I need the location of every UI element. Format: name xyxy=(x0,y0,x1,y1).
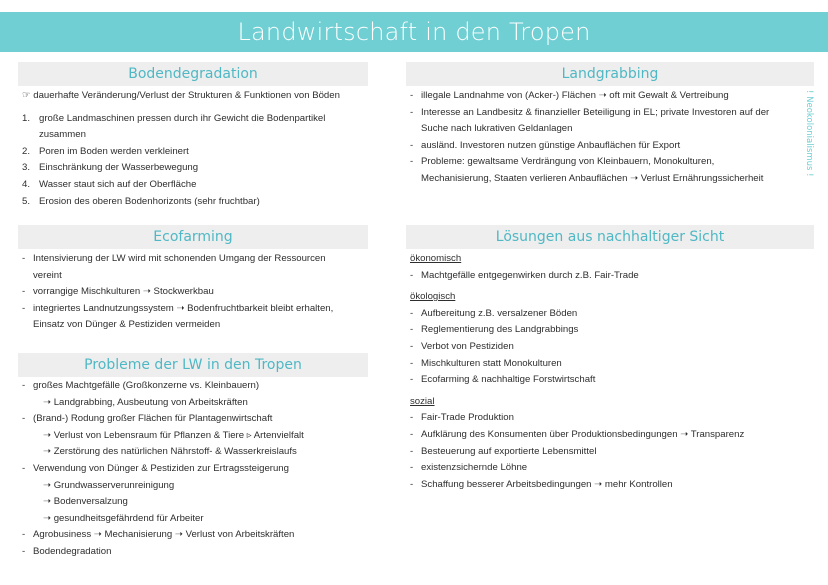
list-item: - (Brand-) Rodung großer Flächen für Plantagenwirtschaft xyxy=(22,413,273,425)
list-item: - integriertes Landnutzungssystem ➝ Bodenfruchtbarkeit bleibt erhalten, xyxy=(22,302,334,314)
list-item: - Ecofarming & nachhaltige Forstwirtschaft xyxy=(410,374,596,386)
list-item: - Probleme: gewaltsame Verdrängung von Kleinbauern, Monokulturen, xyxy=(410,156,715,168)
list-item: - Schaffung besserer Arbeitsbedingungen ➝ mehr Kontrollen xyxy=(410,478,673,490)
list-item: 1. große Landmaschinen pressen durch ihr Gewicht die Bodenpartikel xyxy=(22,112,326,124)
group-label-sozial: sozial xyxy=(410,395,435,407)
sub-item: ➝ gesundheitsgefährdend für Arbeiter xyxy=(43,512,204,524)
group-label-oekologisch: ökologisch xyxy=(410,291,456,303)
list-item: 3. Einschränkung der Wasserbewegung xyxy=(22,162,199,174)
list-item: 5. Erosion des oberen Bodenhorizonts (sehr fruchtbar) xyxy=(22,195,260,207)
group-label-oekonomisch: ökonomisch xyxy=(410,253,462,264)
list-item: - Reglementierung des Landgrabbings xyxy=(410,324,579,336)
list-item: - Fair-Trade Produktion xyxy=(410,412,514,424)
section-head-landgrabbing xyxy=(406,62,814,86)
list-item: - Aufklärung des Konsumenten über Produktionsbedingungen ➝ Transparenz xyxy=(410,428,745,440)
sub-item: ➝ Zerstörung des natürlichen Nährstoff- & Wasserkreislaufs xyxy=(43,446,297,458)
bodendegradation-content xyxy=(22,88,372,210)
side-note xyxy=(800,90,814,190)
section-title: Landgrabbing xyxy=(561,66,659,82)
list-item: 4. Wasser staut sich auf der Oberfläche xyxy=(22,178,197,190)
list-item: - großes Machtgefälle (Großkonzerne vs. Kleinbauern) xyxy=(22,380,260,391)
section-title: Bodendegradation xyxy=(128,66,258,82)
list-item-cont: zusammen xyxy=(39,129,86,141)
section-title: Ecofarming xyxy=(153,229,233,245)
page-title: Landwirtschaft in den Tropen xyxy=(237,18,591,46)
ecofarming-content xyxy=(22,251,372,334)
list-item-cont: Suche nach lukrativen Geldanlagen xyxy=(421,123,573,135)
list-item: - Aufbereitung z.B. versalzener Böden xyxy=(410,307,578,319)
list-item: - existenzsichernde Löhne xyxy=(410,462,528,474)
section-head-bodendegradation xyxy=(18,62,368,86)
list-item: - Bodendegradation xyxy=(22,545,112,557)
list-item: - Mischkulturen statt Monokulturen xyxy=(410,357,562,369)
section-head-loesungen xyxy=(406,225,814,249)
title-bar xyxy=(0,12,828,52)
list-item: - Verwendung von Dünger & Pestiziden zur Ertragssteigerung xyxy=(22,462,289,474)
section-head-ecofarming xyxy=(18,225,368,249)
list-item-cont: Mechanisierung, Staaten verlieren Anbauflächen ➝ Verlust Ernährungssicherheit xyxy=(421,172,764,184)
list-item-cont: vereint xyxy=(33,269,62,281)
intro-line: ☞ dauerhafte Veränderung/Verlust der Strukturen & Funktionen von Böden xyxy=(22,90,340,101)
side-note-text: ! Neokolonialismus ! xyxy=(804,90,814,177)
list-item: - Agrobusiness ➝ Mechanisierung ➝ Verlust von Arbeitskräften xyxy=(22,529,295,541)
list-item: - Interesse an Landbesitz & finanzieller Beteiligung in EL; private Investoren auf der xyxy=(410,106,770,118)
sub-item: ➝ Grundwasserverunreinigung xyxy=(43,479,175,491)
list-item: - ausländ. Investoren nutzen günstige Anbauflächen für Export xyxy=(410,139,681,151)
section-title: Lösungen aus nachhaltiger Sicht xyxy=(495,229,725,245)
list-item: - Besteuerung auf exportierte Lebensmittel xyxy=(410,445,597,457)
list-item: - Machtgefälle entgegenwirken durch z.B. Fair-Trade xyxy=(410,269,639,281)
list-item: - vorrangige Mischkulturen ➝ Stockwerkbau xyxy=(22,286,214,298)
section-title: Probleme der LW in den Tropen xyxy=(84,357,302,373)
loesungen-content xyxy=(410,251,810,493)
sub-item: ➝ Bodenversalzung xyxy=(43,496,128,508)
list-item: - Intensivierung der LW wird mit schonenden Umgang der Ressourcen xyxy=(22,253,326,264)
list-item-cont: Einsatz von Dünger & Pestiziden vermeiden xyxy=(33,319,221,331)
list-item: - illegale Landnahme von (Acker-) Flächen ➝ oft mit Gewalt & Vertreibung xyxy=(410,90,729,101)
sub-item: ➝ Verlust von Lebensraum für Pflanzen & Tiere ▹ Artenvielfalt xyxy=(43,429,304,441)
landgrabbing-content xyxy=(410,88,795,188)
list-item: - Verbot von Pestiziden xyxy=(410,340,514,352)
sub-item: ➝ Landgrabbing, Ausbeutung von Arbeitskräften xyxy=(43,396,248,408)
probleme-content xyxy=(22,378,372,561)
section-head-probleme xyxy=(18,353,368,377)
list-item: 2. Poren im Boden werden verkleinert xyxy=(22,145,189,157)
